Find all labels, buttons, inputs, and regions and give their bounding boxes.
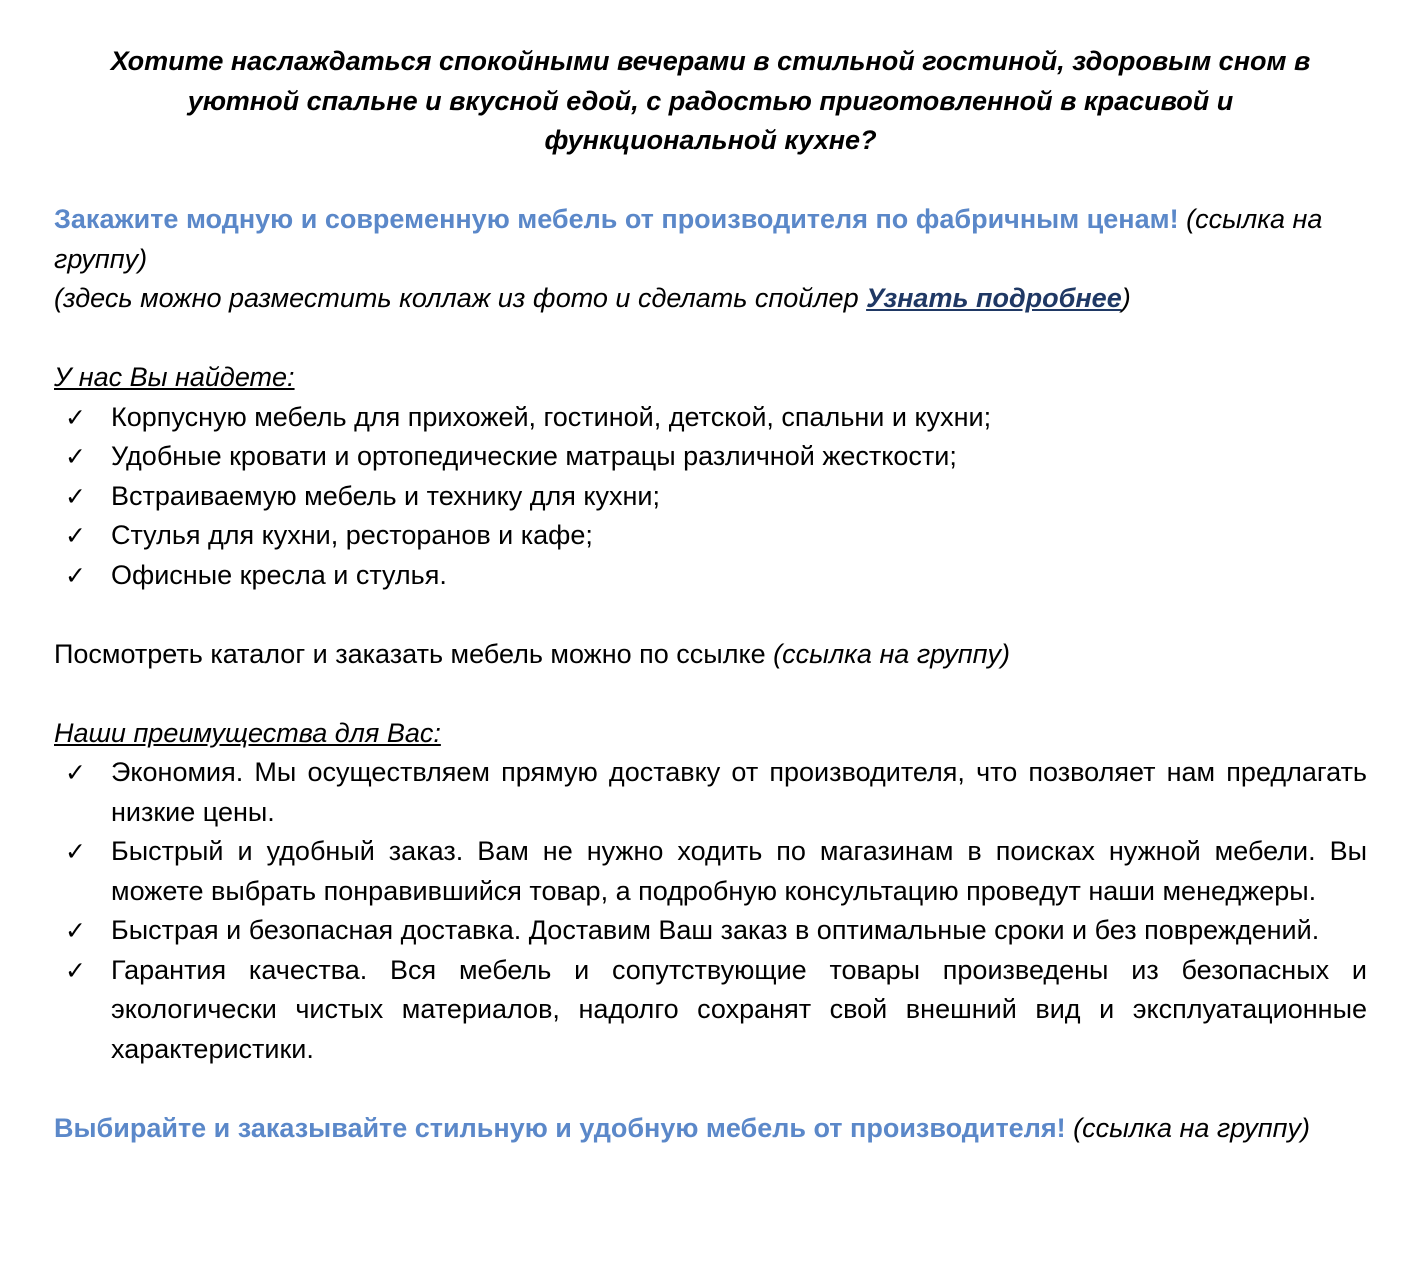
list-item — [54, 398, 1367, 438]
advantages-list-title: Наши преимущества для Вас: — [54, 717, 441, 748]
check-mark-icon: ✓ — [65, 916, 86, 945]
promo-accent-text: Закажите модную и современную мебель от производителя по фабричным ценам! — [54, 204, 1179, 234]
closing-paragraph — [54, 1109, 1367, 1149]
list-item-text: Встраиваемую мебель и технику для кухни; — [111, 480, 660, 511]
collage-note — [54, 279, 1367, 319]
check-mark-icon: ✓ — [65, 758, 86, 787]
find-list — [54, 398, 1367, 596]
spacer — [54, 674, 1367, 714]
list-item — [54, 911, 1367, 951]
list-item-text: Быстрый и удобный заказ. Вам не нужно ходить по магазинам в поисках нужной мебели. Вы можете выбрать понравившийся товар, а подробную консультацию проведут наши менеджеры. — [111, 836, 1367, 906]
list-item — [54, 477, 1367, 517]
check-mark-icon: ✓ — [65, 560, 86, 590]
catalog-text: Посмотреть каталог и заказать мебель можно по ссылке — [54, 638, 774, 669]
catalog-paragraph — [54, 635, 1367, 675]
check-mark-icon: ✓ — [65, 442, 86, 471]
list-item-text: Гарантия качества. Вся мебель и сопутствующие товары произведены из безопасных и экологически чистых материалов, надолго сохранят свой внешний вид и эксплуатационные характеристики. — [111, 954, 1367, 1064]
spacer — [54, 1069, 1367, 1109]
intro-heading: Хотите наслаждаться спокойными вечерами в стильной гостиной, здоровым сном в уютной спальне и вкусной едой, с радостью приготовленной в красивой и функциональной кухне? — [110, 46, 1311, 155]
list-item — [54, 832, 1367, 911]
advantages-list — [54, 753, 1367, 1069]
check-mark-icon: ✓ — [65, 955, 86, 985]
list-item-text: Быстрая и безопасная доставка. Доставим Ваш заказ в оптимальные сроки и без повреждений. — [111, 915, 1320, 945]
check-mark-icon: ✓ — [65, 402, 86, 432]
group-link-note: (ссылка на группу) — [773, 638, 1010, 669]
list-item-text: Стулья для кухни, ресторанов и кафе; — [111, 520, 593, 550]
group-link-note: (ссылка на группу) — [1073, 1112, 1310, 1143]
list-item-text: Удобные кровати и ортопедические матрацы различной жесткости; — [111, 441, 957, 471]
list-item-text: Офисные кресла и стулья. — [111, 559, 447, 590]
learn-more-link[interactable]: Узнать подробнее — [866, 283, 1122, 313]
collage-note-text: (здесь можно разместить коллаж из фото и сделать спойлер — [54, 283, 867, 313]
check-mark-icon: ✓ — [65, 481, 86, 511]
list-item-text: Экономия. Мы осуществляем прямую доставку от производителя, что позволяет нам предлагать низкие цены. — [111, 757, 1367, 827]
spacer — [54, 319, 1367, 359]
group-link-note: (ссылка на группу) — [54, 204, 1323, 274]
list-item — [54, 516, 1367, 556]
document-page — [54, 42, 1367, 1148]
closing-accent-text: Выбирайте и заказывайте стильную и удобную мебель от производителя! — [54, 1112, 1066, 1143]
list-item — [54, 437, 1367, 477]
list-item — [54, 556, 1367, 596]
check-mark-icon: ✓ — [65, 521, 86, 550]
list-item-text: Корпусную мебель для прихожей, гостиной, детской, спальни и кухни; — [111, 401, 992, 432]
promo-paragraph — [54, 200, 1367, 279]
spacer — [54, 161, 1367, 201]
list-item — [54, 951, 1367, 1070]
check-mark-icon: ✓ — [65, 837, 86, 866]
spacer — [54, 595, 1367, 635]
find-list-title: У нас Вы найдете: — [54, 362, 295, 392]
collage-note-close: ) — [1121, 283, 1131, 313]
list-item — [54, 753, 1367, 832]
